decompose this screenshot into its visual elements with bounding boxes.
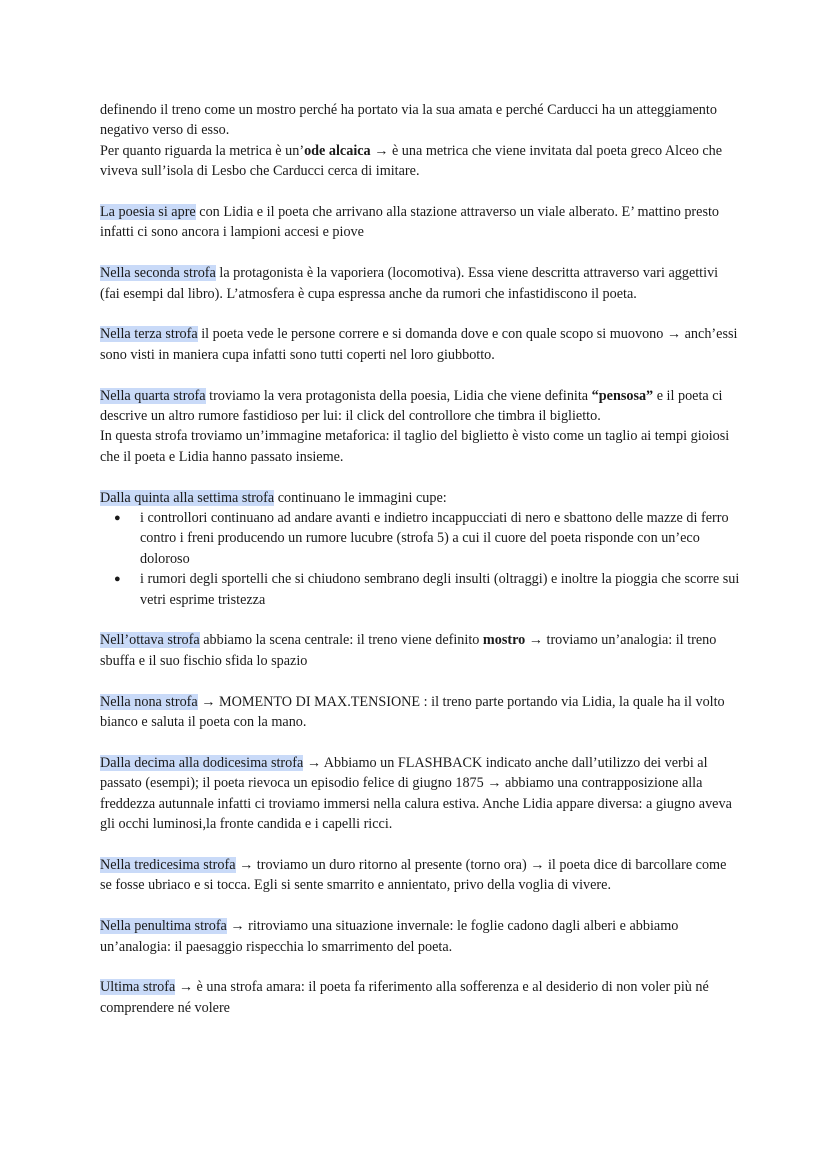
paragraph-opening	[100, 202, 740, 243]
list-item	[114, 569, 740, 610]
strofa-9-text: → MOMENTO DI MAX.TENSIONE : il treno parte portando via Lidia, la quale ha il volto bianco e saluta il poeta con la mano.	[100, 693, 725, 731]
strofa-4-line-2: In questa strofa troviamo un’immagine metaforica: il taglio del biglietto è visto come un taglio ai tempi gioiosi che il poeta e Lidia hanno passato insieme.	[100, 428, 730, 465]
document-page	[100, 100, 740, 1018]
paragraph-penultima-strofa	[100, 916, 740, 957]
highlight-opening: La poesia si apre	[100, 204, 196, 221]
paragraph-strofa-2	[100, 263, 740, 304]
highlight-strofa-2: Nella seconda strofa	[100, 265, 216, 282]
strofa-2-text: la protagonista è la vaporiera (locomotiva). Essa viene descritta attraverso vari aggettivi (fai esempi dal libro). L’atmosfera è cupa espressa anche da rumori che infastidiscono il poeta.	[100, 265, 719, 302]
highlight-strofa-13: Nella tredicesima strofa	[100, 856, 236, 873]
opening-text: con Lidia e il poeta che arrivano alla stazione attraverso un viale alberato. E’ mattino presto infatti ci sono ancora i lampioni accesi e piove	[100, 204, 720, 241]
metrica-text-b: → è una metrica che viene invitata dal poeta greco Alceo che viveva sull’isola di Lesbo che Carducci cerca di imitare.	[100, 142, 723, 180]
strofa-3-text: il poeta vede le persone correre e si domanda dove e con quale scopo si muovono → anch’essi sono visti in maniera cupa infatti sono tutti coperti nel loro giubbotto.	[100, 326, 738, 363]
list-item-text: i controllori continuano ad andare avanti e indietro incappucciati di nero e sbattono delle mazze di ferro contro i freni producendo un rumore lucubre (strofa 5) a cui il cuore del poeta risponde con un’eco doloroso	[140, 510, 729, 567]
mostro-term: mostro	[482, 632, 526, 649]
highlight-strofe-10-12: Dalla decima alla dodicesima strofa	[100, 754, 304, 771]
penultima-strofa-text: → ritroviamo una situazione invernale: le foglie cadono dagli alberi e abbiamo un’analogia: il paesaggio rispecchia lo smarrimento del poeta.	[100, 918, 679, 955]
paragraph-strofa-4	[100, 386, 740, 468]
strofa-4-text-a: troviamo la vera protagonista della poesia, Lidia che viene definita	[205, 387, 592, 404]
highlight-penultima-strofa: Nella penultima strofa	[100, 918, 227, 935]
strofa-8-text-a: abbiamo la scena centrale: il treno viene definito	[199, 632, 483, 649]
paragraph-strofe-10-12	[100, 753, 740, 835]
list-item-text: i rumori degli sportelli che si chiudono sembrano degli insulti (oltraggi) e inoltre la pioggia che scorre sui vetri esprime tristezza	[140, 571, 740, 608]
paragraph-intro	[100, 100, 740, 182]
paragraph-strofe-5-7	[100, 488, 740, 508]
paragraph-strofa-9	[100, 692, 740, 733]
metrica-text-a: Per quanto riguarda la metrica è un’	[100, 142, 305, 159]
strofa-13-text: → troviamo un duro ritorno al presente (torno ora) → il poeta dice di barcollare come se fosse ubriaco e si tocca. Egli si sente smarrito e annientato, privo della voglia di vivere.	[100, 856, 727, 894]
paragraph-strofa-3	[100, 324, 740, 365]
bullet-icon: ●	[114, 512, 121, 525]
paragraph-ultima-strofa	[100, 977, 740, 1018]
intro-text: definendo il treno come un mostro perché ha portato via la sua amata e perché Carducci ha un atteggiamento negativo verso di esso.	[100, 102, 717, 139]
list-item	[114, 508, 740, 569]
pensosa-term: “pensosa”	[591, 387, 654, 404]
highlight-strofa-8: Nell’ottava strofa	[100, 632, 200, 649]
highlight-strofe-5-7: Dalla quinta alla settima strofa	[100, 489, 275, 506]
paragraph-strofa-8	[100, 630, 740, 671]
strofe-10-12-text: → Abbiamo un FLASHBACK indicato anche dall’utilizzo dei verbi al passato (esempi); il poeta rievoca un episodio felice di giugno 1875 → abbiamo una contrapposizione alla freddezza autunnale infatti ci troviamo immersi nella calura estiva. Anche Lidia appare diversa: a giugno aveva gli occhi luminosi,la fronte candida e i capelli ricci.	[100, 754, 732, 833]
ultima-strofa-text: → è una strofa amara: il poeta fa riferimento alla sofferenza e al desiderio di non voler più né comprendere né volere	[100, 979, 709, 1016]
highlight-strofa-4: Nella quarta strofa	[100, 387, 206, 404]
paragraph-strofa-13	[100, 855, 740, 896]
bullet-list	[100, 508, 740, 610]
highlight-strofa-9: Nella nona strofa	[100, 693, 198, 710]
highlight-ultima-strofa: Ultima strofa	[100, 979, 176, 996]
highlight-strofa-3: Nella terza strofa	[100, 326, 198, 343]
ode-alcaica-term: ode alcaica	[304, 142, 371, 159]
bullet-icon: ●	[114, 573, 121, 586]
strofe-5-7-text: continuano le immagini cupe:	[274, 489, 447, 506]
strofa-8-text-b: → troviamo un’analogia: il treno sbuffa e il suo fischio sfida lo spazio	[100, 632, 717, 669]
strofa-4-text-b: e il poeta ci descrive un altro rumore fastidioso per lui: il click del controllore che timbra il biglietto.	[100, 387, 723, 425]
